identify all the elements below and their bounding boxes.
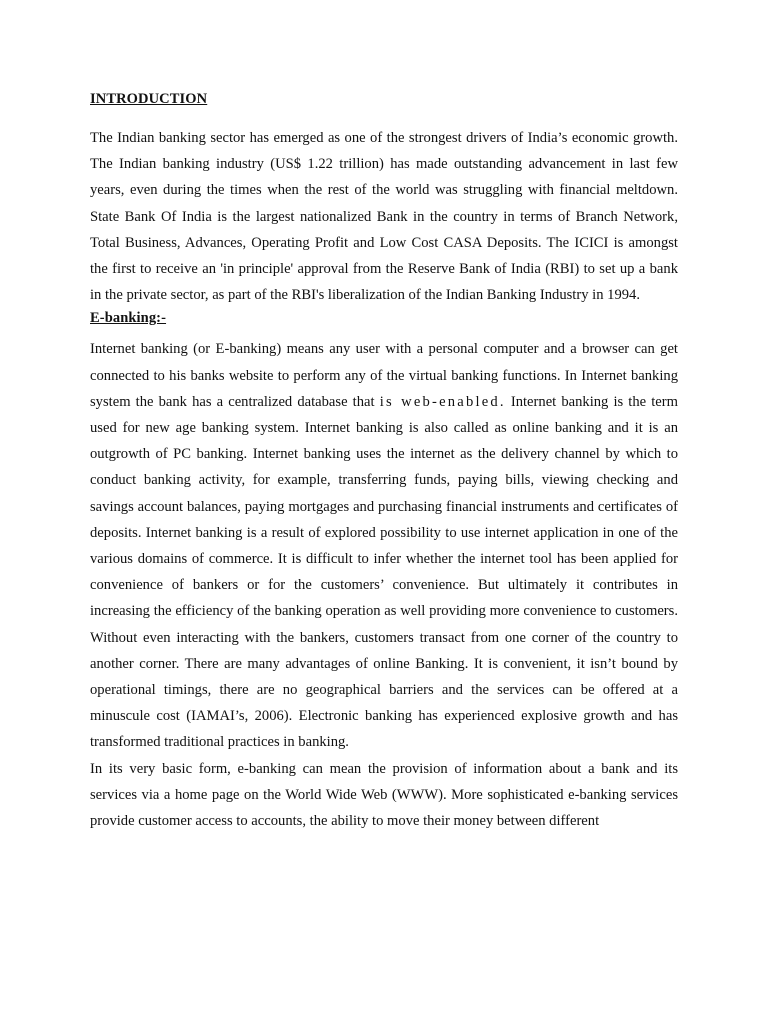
e-banking-paragraph-1-text-a: Internet banking (or E-banking) means any user with a personal computer and a browser can get connected to his banks website to perform any of the virtual banking functions. In Internet banking system the bank has a centralized database that (90, 341, 678, 410)
introduction-heading: INTRODUCTION (90, 91, 208, 107)
e-banking-paragraph-1-text-c: Internet banking is the term used for new age banking system. Internet banking is also called as online banking and it is an outgrowth of PC banking. Internet banking uses the internet as the delivery channel by which to conduct banking activity, for example, transferring funds, paying bills, viewing checking and savings account balances, paying mortgages and purchasing financial instruments and certificates of deposits. Internet banking is a result of explored possibility to use internet application in one of the various domains of commerce. It is difficult to infer whether the internet tool has been applied for convenience of bankers or for the customers’ convenience. But ultimately it contributes in increasing the efficiency of the banking operation as well providing more convenience to customers. Without even interacting with the bankers, customers transact from one corner of the country to another corner. There are many advantages of online Banking. It is convenient, it isn’t bound by operational timings, there are no geographical barriers and the services can be offered at a minuscule cost (IAMAI’s, 2006). Electronic banking has experienced explosive growth and has transformed traditional practices in banking. (90, 393, 678, 751)
document-body (90, 89, 678, 834)
introduction-paragraph: The Indian banking sector has emerged as one of the strongest drivers of India’s economic growth. The Indian banking industry (US$ 1.22 trillion) has made outstanding advancement in last few years, even during the times when the rest of the world was struggling with financial meltdown. State Bank Of India is the largest nationalized Bank in the country in terms of Branch Network, Total Business, Advances, Operating Profit and Low Cost CASA Deposits. The ICICI is amongst the first to receive an 'in principle' approval from the Reserve Bank of India (RBI) to set up a bank in the private sector, as part of the RBI's liberalization of the Indian Banking Industry in 1994. (90, 130, 678, 304)
spacer (90, 328, 678, 336)
e-banking-paragraph-2: In its very basic form, e-banking can mean the provision of information about a bank and its services via a home page on the World Wide Web (WWW). More sophisticated e-banking services provide customer access to accounts, the ability to move their money between different (90, 760, 678, 830)
e-banking-heading: E-banking:- (90, 310, 167, 327)
e-banking-paragraph-1 (90, 336, 678, 755)
e-banking-paragraph-1-text-b: is web-enabled. (379, 393, 506, 410)
spacer (90, 109, 678, 125)
